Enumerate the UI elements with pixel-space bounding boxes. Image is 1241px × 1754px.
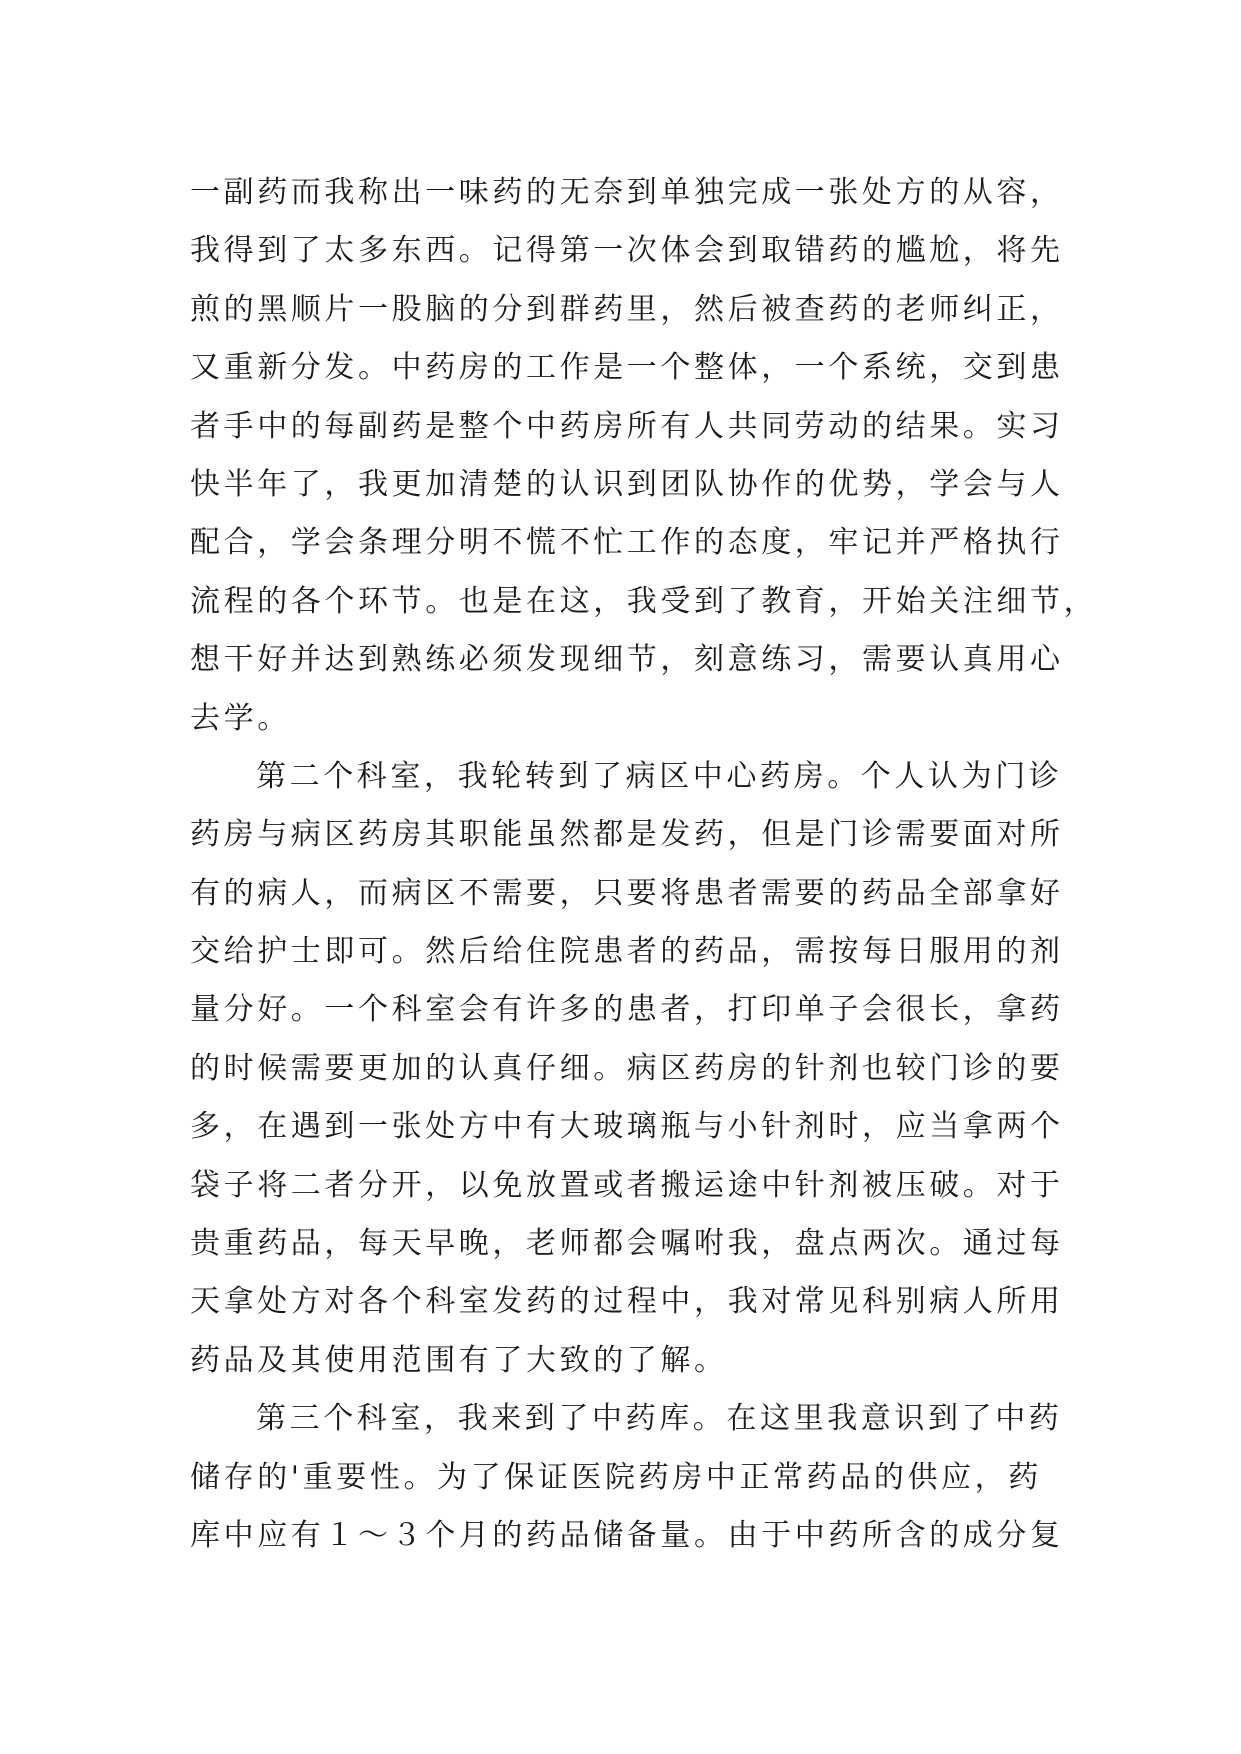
document-body	[190, 164, 1098, 1565]
text-line: 多，在遇到一张处方中有大玻璃瓶与小针剂时，应当拿两个	[190, 1109, 1064, 1145]
text-line: 一副药而我称出一味药的无奈到单独完成一张处方的从容，	[190, 175, 1064, 210]
text-line: 我得到了太多东西。记得第一次体会到取错药的尴尬，将先	[190, 233, 1064, 269]
text-line: 交给护士即可。然后给住院患者的药品，需按每日服用的剂	[190, 934, 1064, 970]
text-line: 煎的黑顺片一股脑的分到群药里，然后被查药的老师纠正，	[190, 291, 1064, 327]
text-line-indented: 第三个科室，我来到了中药库。在这里我意识到了中药	[256, 1401, 1063, 1437]
text-line: 者手中的每副药是整个中药房所有人共同劳动的结果。实习	[190, 408, 1064, 444]
text-line: 有的病人，而病区不需要，只要将患者需要的药品全部拿好	[190, 875, 1064, 911]
text-line: 流程的各个环节。也是在这，我受到了教育，开始关注细节，	[190, 583, 1098, 619]
text-line: 储存的'重要性。为了保证医院药房中正常药品的供应，药	[190, 1459, 1042, 1495]
paragraph-2	[190, 748, 1064, 1390]
text-line: 又重新分发。中药房的工作是一个整体，一个系统，交到患	[190, 350, 1064, 386]
text-line: 药房与病区药房其职能虽然都是发药，但是门诊需要面对所	[190, 817, 1064, 853]
text-line: 想干好并达到熟练必须发现细节，刻意练习，需要认真用心	[190, 642, 1064, 678]
paragraph-3	[190, 1390, 1064, 1565]
text-line: 贵重药品，每天早晚，老师都会嘱咐我，盘点两次。通过每	[190, 1226, 1064, 1262]
text-line: 去学。	[190, 700, 291, 736]
text-line: 的时候需要更加的认真仔细。病区药房的针剂也较门诊的要	[190, 1050, 1064, 1086]
text-line: 量分好。一个科室会有许多的患者，打印单子会很长，拿药	[190, 992, 1064, 1028]
text-line: 配合，学会条理分明不慌不忙工作的态度，牢记并严格执行	[190, 525, 1064, 561]
paragraph-1	[190, 164, 1098, 748]
text-line: 快半年了，我更加清楚的认识到团队协作的优势，学会与人	[190, 466, 1064, 502]
text-line: 袋子将二者分开，以免放置或者搬运途中针剂被压破。对于	[190, 1167, 1064, 1203]
text-line: 库中应有１～３个月的药品储备量。由于中药所含的成分复	[190, 1517, 1064, 1553]
text-line-indented: 第二个科室，我轮转到了病区中心药房。个人认为门诊	[256, 758, 1063, 794]
text-line: 药品及其使用范围有了大致的了解。	[190, 1342, 728, 1378]
text-line: 天拿处方对各个科室发药的过程中，我对常见科别病人所用	[190, 1284, 1064, 1320]
